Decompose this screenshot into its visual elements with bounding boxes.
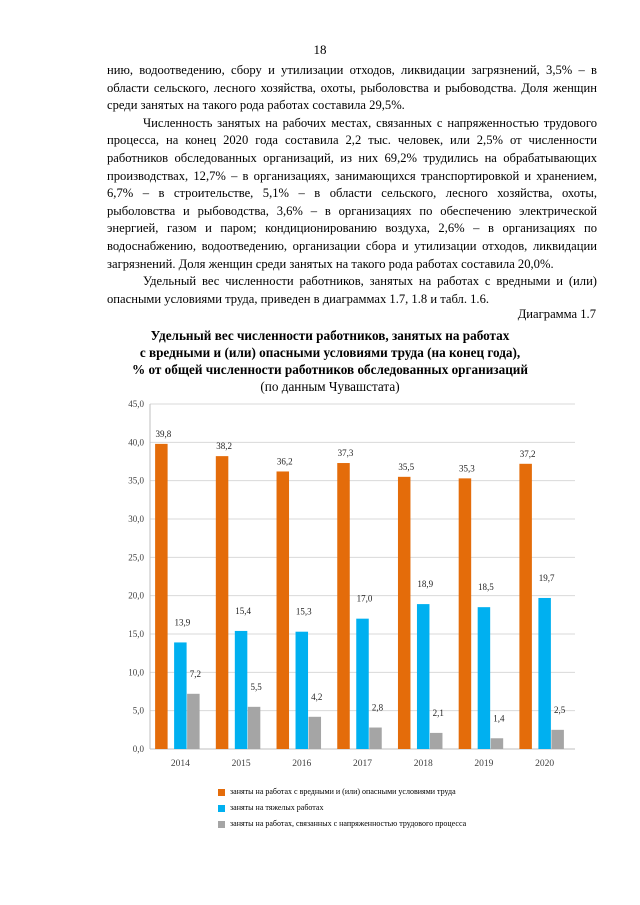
legend-item-hazardous	[218, 784, 466, 800]
bar-heavy	[235, 631, 248, 749]
bar-heavy	[356, 619, 369, 749]
bar-heavy	[478, 607, 491, 749]
data-label: 7,2	[189, 668, 201, 679]
diagram-label: Диаграмма 1.7	[517, 307, 596, 321]
data-label: 2,5	[554, 704, 566, 715]
y-tick-label: 30,0	[128, 514, 144, 524]
data-label: 4,2	[311, 691, 323, 702]
data-label: 2,8	[371, 702, 384, 713]
bar-hazardous	[277, 471, 290, 749]
chart-title-line-3: % от общей численности работников обследованных организаций	[131, 362, 528, 377]
y-tick-label: 20,0	[128, 590, 144, 601]
data-label: 1,4	[493, 713, 505, 724]
chart-subtitle: (по данным Чувашстата)	[260, 379, 400, 394]
data-label: 39,8	[155, 428, 172, 439]
bar-hazardous	[519, 464, 532, 749]
y-tick-label: 25,0	[128, 552, 144, 563]
x-tick-label: 2015	[231, 759, 251, 769]
bar-tension	[309, 717, 322, 749]
x-tick-label: 2014	[170, 759, 190, 769]
data-label: 17,0	[356, 593, 373, 604]
data-label: 35,5	[398, 461, 415, 472]
bar-heavy	[538, 598, 551, 749]
bar-heavy	[296, 632, 309, 749]
chart-title-line-1: Удельный вес численности работников, занятых на работах	[150, 328, 510, 343]
data-label: 19,7	[538, 572, 555, 583]
y-tick-label: 15,0	[128, 629, 144, 639]
x-tick-label: 2016	[292, 759, 312, 769]
data-label: 36,2	[276, 456, 293, 467]
data-label: 13,9	[174, 617, 191, 628]
data-label: 35,3	[459, 463, 475, 474]
chart-legend	[218, 784, 466, 832]
paragraph-1: нию, водоотведению, сбору и утилизации отходов, ликвидации загрязнений, 3,5% – в области сельского, лесного хозяйства, охоты, рыболовства и рыбоводства. Доля женщин среди занятых на такого рода работах составила 29,5%.	[107, 63, 597, 113]
data-label: 18,5	[478, 582, 494, 593]
data-label: 18,9	[417, 579, 434, 590]
paragraph-2: Численность занятых на рабочих местах, связанных с напряженностью трудового процесса, на конец 2020 года составила 2,2 тыс. человек, или 2,5% от численности работников обследованных организаций, из них 69,2% трудились на обрабатывающих производствах, 12,7% – в организациях, занимающихся транспортировкой и хранением, 6,7% – в строительстве, 5,1% – в области сельского, лесного хозяйства, охоты, рыболовства и рыбоводства, 3,6% – в организациях по обеспечению электрической энергией, газом и паром; кондиционированию воздуха, 2,6% – в организациях по водоснабжению, водоотведению, организации сбора и утилизации отходов, ликвидации загрязнений. Доля женщин среди занятых на такого рода работах составила 20,0%.	[107, 115, 597, 271]
x-tick-label: 2019	[474, 759, 494, 769]
y-tick-label: 40,0	[128, 437, 144, 448]
x-tick-label: 2018	[413, 759, 433, 769]
y-tick-label: 10,0	[128, 667, 144, 678]
legend-item-heavy	[218, 800, 466, 816]
y-tick-label: 45,0	[128, 399, 144, 409]
y-tick-label: 5,0	[132, 705, 144, 716]
legend-item-tension	[218, 816, 466, 832]
legend-label: заняты на тяжелых работах	[230, 803, 324, 812]
bar-heavy	[417, 604, 430, 749]
legend-swatch-gray	[218, 821, 225, 828]
bar-tension	[248, 707, 260, 749]
paragraph-3: Удельный вес численности работников, занятых на работах с вредными и (или) опасными условиями труда, приведен в диаграммах 1.7, 1.8 и табл. 1.6.	[107, 274, 597, 306]
bar-tension	[430, 733, 443, 749]
bar-hazardous	[216, 456, 229, 749]
data-label: 2,1	[432, 707, 444, 718]
bar-hazardous	[459, 478, 472, 749]
bar-tension	[369, 728, 382, 749]
bar-heavy	[174, 642, 187, 749]
bar-tension	[187, 694, 200, 749]
page-number: 18	[313, 42, 327, 57]
legend-swatch-blue	[218, 805, 225, 812]
bar-hazardous	[398, 477, 411, 749]
data-label: 37,2	[519, 448, 536, 459]
data-label: 38,2	[216, 441, 232, 452]
x-tick-label: 2020	[535, 759, 555, 769]
legend-swatch-orange	[218, 789, 225, 796]
data-label: 37,3	[337, 448, 354, 459]
bar-hazardous	[337, 463, 350, 749]
bar-tension	[551, 730, 564, 749]
y-tick-label: 0,0	[132, 744, 144, 754]
bar-tension	[491, 738, 504, 749]
x-tick-label: 2017	[353, 759, 372, 769]
data-label: 15,3	[295, 606, 312, 617]
bar-hazardous	[155, 444, 168, 749]
legend-label: заняты на работах с вредными и (или) опасными условиями труда	[230, 787, 456, 796]
legend-label: заняты на работах, связанных с напряженностью трудового процесса	[230, 819, 467, 828]
y-tick-label: 35,0	[128, 475, 144, 486]
data-label: 5,5	[250, 681, 262, 692]
chart-title-line-2: с вредными и (или) опасными условиями труда (на конец года),	[139, 345, 521, 360]
data-label: 15,4	[235, 605, 251, 616]
